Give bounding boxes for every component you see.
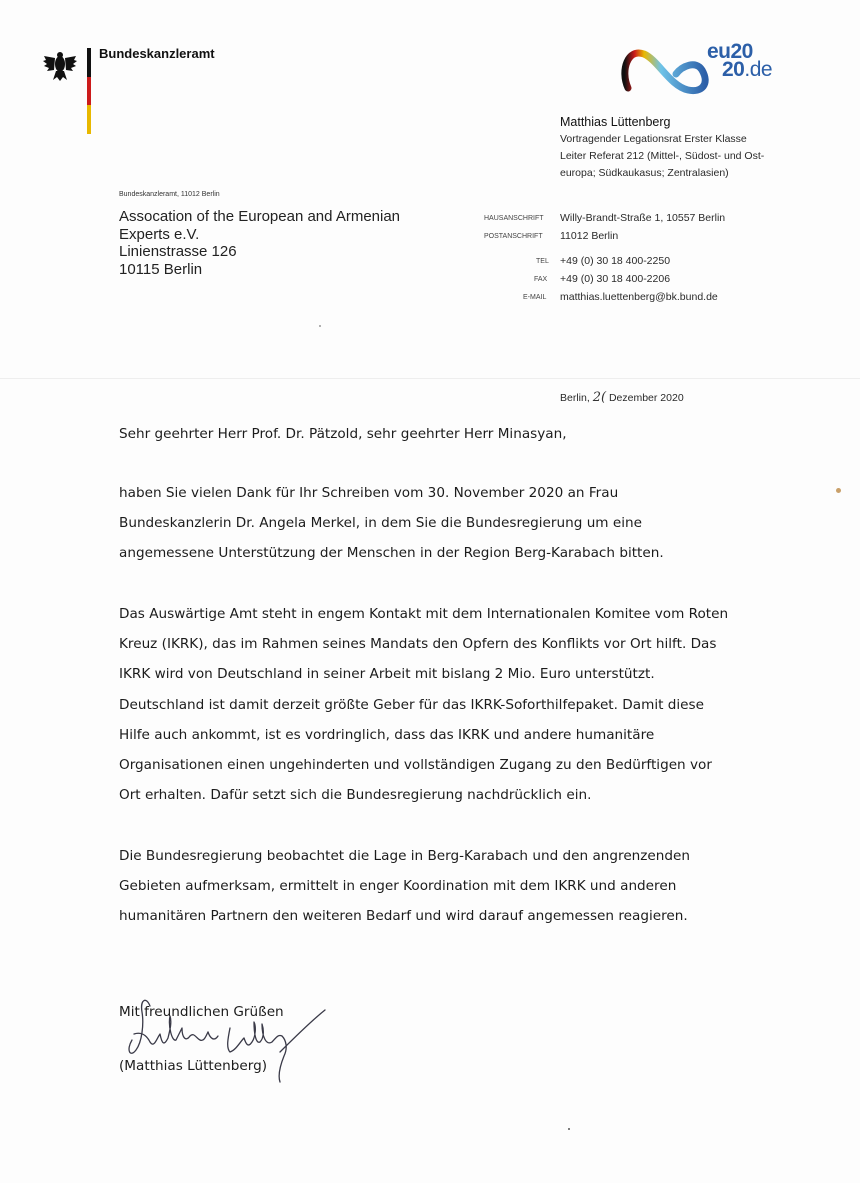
fax-value: +49 (0) 30 18 400-2206 [560,273,671,285]
paragraph-line: Hilfe auch ankommt, ist es vordringlich, dass das IKRK und andere humanitäre [119,726,655,743]
scan-speck [568,1128,570,1130]
hausanschrift-value: Willy-Brandt-Straße 1, 10557 Berlin [560,212,726,224]
sender-name: Matthias Lüttenberg [560,115,671,129]
recipient-line: Assocation of the European and Armenian [119,208,401,225]
fax-label: FAX [534,276,548,283]
paragraph-line: Deutschland ist damit derzeit größte Geber für das IKRK-Soforthilfepaket. Damit diese [119,696,704,713]
paragraph-1 [119,478,759,569]
date-place: Berlin, [560,392,590,404]
recipient-line: 10115 Berlin [119,260,203,278]
paragraph-line: haben Sie vielen Dank für Ihr Schreiben vom 30. November 2020 an Frau [119,485,619,501]
handwritten-signature [110,992,340,1102]
date-day-handwritten: 2( [592,390,607,405]
federal-eagle-icon [42,48,78,84]
german-flag-bar [87,48,91,134]
paragraph-line: Organisationen einen ungehinderten und vollständigen Zugang zu den Bedürftigen vor [119,757,712,774]
sender-title: Vortragender Legationsrat Erster Klasse [560,133,747,145]
paragraph-line: Kreuz (IKRK), das im Rahmen seines Mandats den Opfern des Konflikts vor Ort hilft. Das [119,636,717,653]
return-address: Bundeskanzleramt, 11012 Berlin [119,191,220,198]
paragraph-line: Das Auswärtige Amt steht in engem Kontakt mit dem Internationalen Komitee vom Roten [119,606,729,622]
eu2020-logo-line1: eu20 [707,40,753,63]
paragraph-3 [119,841,759,932]
scan-speck [319,325,321,327]
paragraph-line: humanitären Partnern den weiteren Bedarf und wird darauf angemessen reagieren. [119,908,688,925]
agency-name: Bundeskanzleramt [99,46,215,61]
recipient-line: Experts e.V. [119,225,200,243]
tel-value: +49 (0) 30 18 400-2250 [560,255,671,267]
eu2020-logo-line2: 20.de [722,58,773,81]
tel-label: TEL [536,258,549,265]
paragraph-line: IKRK wird von Deutschland in seiner Arbeit mit bislang 2 Mio. Euro unterstützt. [119,666,655,683]
paragraph-2 [119,599,759,810]
salutation: Sehr geehrter Herr Prof. Dr. Pätzold, sehr geehrter Herr Minasyan, [119,426,567,442]
paragraph-line: angemessene Unterstützung der Menschen in der Region Berg-Karabach bitten. [119,545,664,562]
postanschrift-label: POSTANSCHRIFT [484,233,543,240]
recipient-address [119,208,400,278]
sender-department-line2: europa; Südkaukasus; Zentralasien) [560,167,729,179]
paragraph-line: Gebieten aufmerksam, ermittelt in enger Koordination mit dem IKRK und anderen [119,878,677,895]
eu2020-swoosh-icon [618,40,718,104]
scan-fold-line [0,378,860,379]
sender-block [560,114,800,182]
email-label: E-MAIL [523,294,547,301]
email-value: matthias.luettenberg@bk.bund.de [560,291,718,303]
recipient-line: Linienstrasse 126 [119,243,237,260]
postanschrift-value: 11012 Berlin [560,230,619,242]
paragraph-line: Die Bundesregierung beobachtet die Lage in Berg-Karabach und den angrenzenden [119,848,691,864]
eu2020-logo [618,40,798,104]
date-month-year: Dezember 2020 [608,392,684,404]
scan-speck [836,488,841,493]
letter-date [560,390,684,405]
paragraph-line: Bundeskanzlerin Dr. Angela Merkel, in dem Sie die Bundesregierung um eine [119,515,642,532]
sender-department-line1: Leiter Referat 212 (Mittel-, Südost- und Ost- [560,150,765,162]
closing: Mit freundlichen Grüßen [119,1004,284,1020]
printed-name: (Matthias Lüttenberg) [119,1058,268,1074]
hausanschrift-label: HAUSANSCHRIFT [484,215,544,222]
paragraph-line: Ort erhalten. Dafür setzt sich die Bundesregierung nachdrücklich ein. [119,787,592,804]
